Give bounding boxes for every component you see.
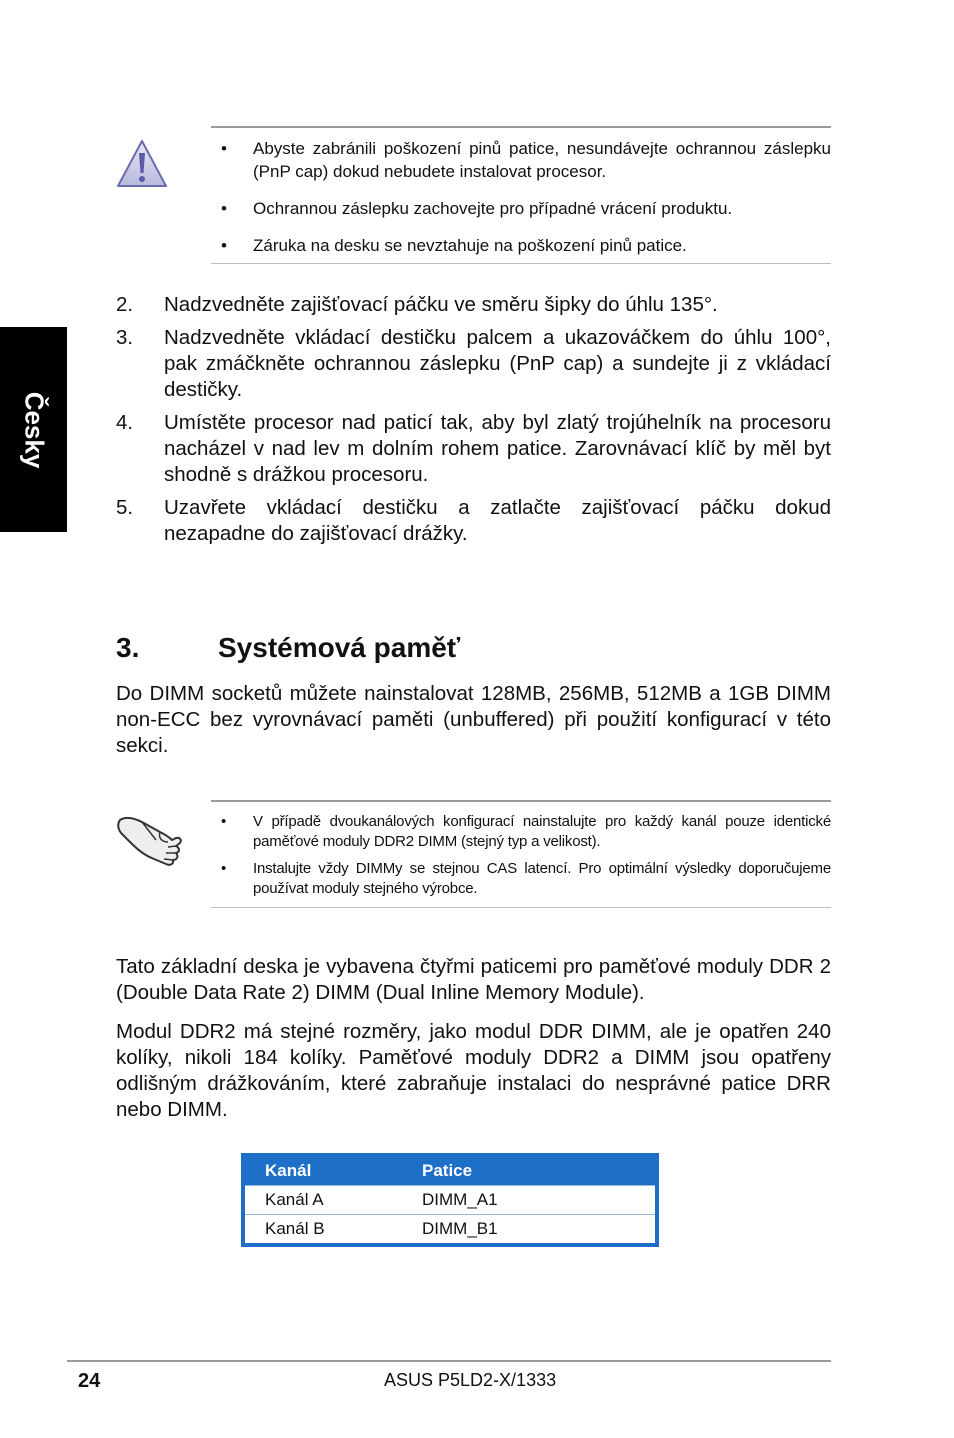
warning-note-box xyxy=(211,126,831,264)
step-item xyxy=(116,325,831,403)
table-cell: Kanál A xyxy=(243,1186,402,1215)
step-number: 5. xyxy=(116,496,134,519)
tip-note-box xyxy=(211,800,831,908)
step-item xyxy=(116,495,831,547)
page-number: 24 xyxy=(78,1370,101,1392)
step-item xyxy=(116,292,831,318)
warning-item: • Ochrannou záslepku zachovejte pro případné vrácení produktu. xyxy=(211,197,831,220)
table-row xyxy=(243,1215,657,1246)
step-text: Nadzvedněte vkládací destičku palcem a ukazováčkem do úhlu 100°, pak zmáčkněte ochrannou záslepku (PnP cap) a sundejte ji z vkládací destičky. xyxy=(164,326,831,401)
table-header-cell: Patice xyxy=(402,1155,657,1186)
installation-steps xyxy=(116,292,831,554)
step-text: Uzavřete vkládací destičku a zatlačte zajišťovací páčku dokud nezapadne do zajišťovací drážky. xyxy=(164,496,831,545)
dimm-channel-table xyxy=(241,1153,659,1247)
step-number: 4. xyxy=(116,411,134,434)
warning-item: • Záruka na desku se nevztahuje na poškození pinů patice. xyxy=(211,234,831,257)
footer-model-name: ASUS P5LD2-X/1333 xyxy=(384,1370,557,1390)
table-header-cell: Kanál xyxy=(243,1155,402,1186)
table-cell: DIMM_A1 xyxy=(402,1186,657,1215)
table-cell: DIMM_B1 xyxy=(402,1215,657,1246)
body-paragraph: Tato základní deska je vybavena čtyřmi paticemi pro paměťové moduly DDR 2 (Double Data Rate 2) DIMM (Dual Inline Memory Module). xyxy=(116,955,831,1004)
section-title: Systémová paměť xyxy=(218,632,461,663)
language-side-tab xyxy=(0,327,67,532)
step-number: 2. xyxy=(116,293,134,316)
warning-item: • Abyste zabránili poškození pinů patice, nesundávejte ochrannou záslepku (PnP cap) dokud nebudete instalovat procesor. xyxy=(211,137,831,183)
table-header-row xyxy=(243,1155,657,1186)
table-cell: Kanál B xyxy=(243,1215,402,1246)
step-text: Umístěte procesor nad paticí tak, aby byl zlatý trojúhelník na procesoru nacházel v nad lev m dolním rohem patice. Zarovnávací klíč by měl byt shodně s drážkou procesoru. xyxy=(164,411,831,486)
footer-divider xyxy=(67,1360,831,1362)
section-number: 3. xyxy=(116,632,140,663)
section-heading xyxy=(116,632,460,664)
step-number: 3. xyxy=(116,326,134,349)
tip-item: • V případě dvoukanálových konfigurací nainstalujte pro každý kanál pouze identické paměťové moduly DDR2 DIMM (stejný typ a velikost). xyxy=(211,812,831,852)
tip-item: • Instalujte vždy DIMMy se stejnou CAS latencí. Pro optimální výsledky doporučujeme používat moduly stejného výrobce. xyxy=(211,859,831,899)
warning-triangle-icon xyxy=(115,138,169,190)
step-text: Nadzvedněte zajišťovací páčku ve směru šipky do úhlu 135°. xyxy=(164,293,718,316)
side-tab-label: Česky xyxy=(19,391,49,468)
pointing-hand-icon xyxy=(116,810,188,868)
body-paragraph: Modul DDR2 má stejné rozměry, jako modul DDR DIMM, ale je opatřen 240 kolíky, nikoli 184 kolíky. Paměťové moduly DDR2 a DIMM jsou opatřeny odlišným drážkováním, které zabraňuje instalaci do nesprávné patice DRR nebo DIMM. xyxy=(116,1020,831,1121)
section-intro: Do DIMM socketů můžete nainstalovat 128MB, 256MB, 512MB a 1GB DIMM non-ECC bez vyrovnávací paměti (unbuffered) při použití konfigurací v této sekci. xyxy=(116,682,831,757)
table-row xyxy=(243,1186,657,1215)
step-item xyxy=(116,410,831,488)
